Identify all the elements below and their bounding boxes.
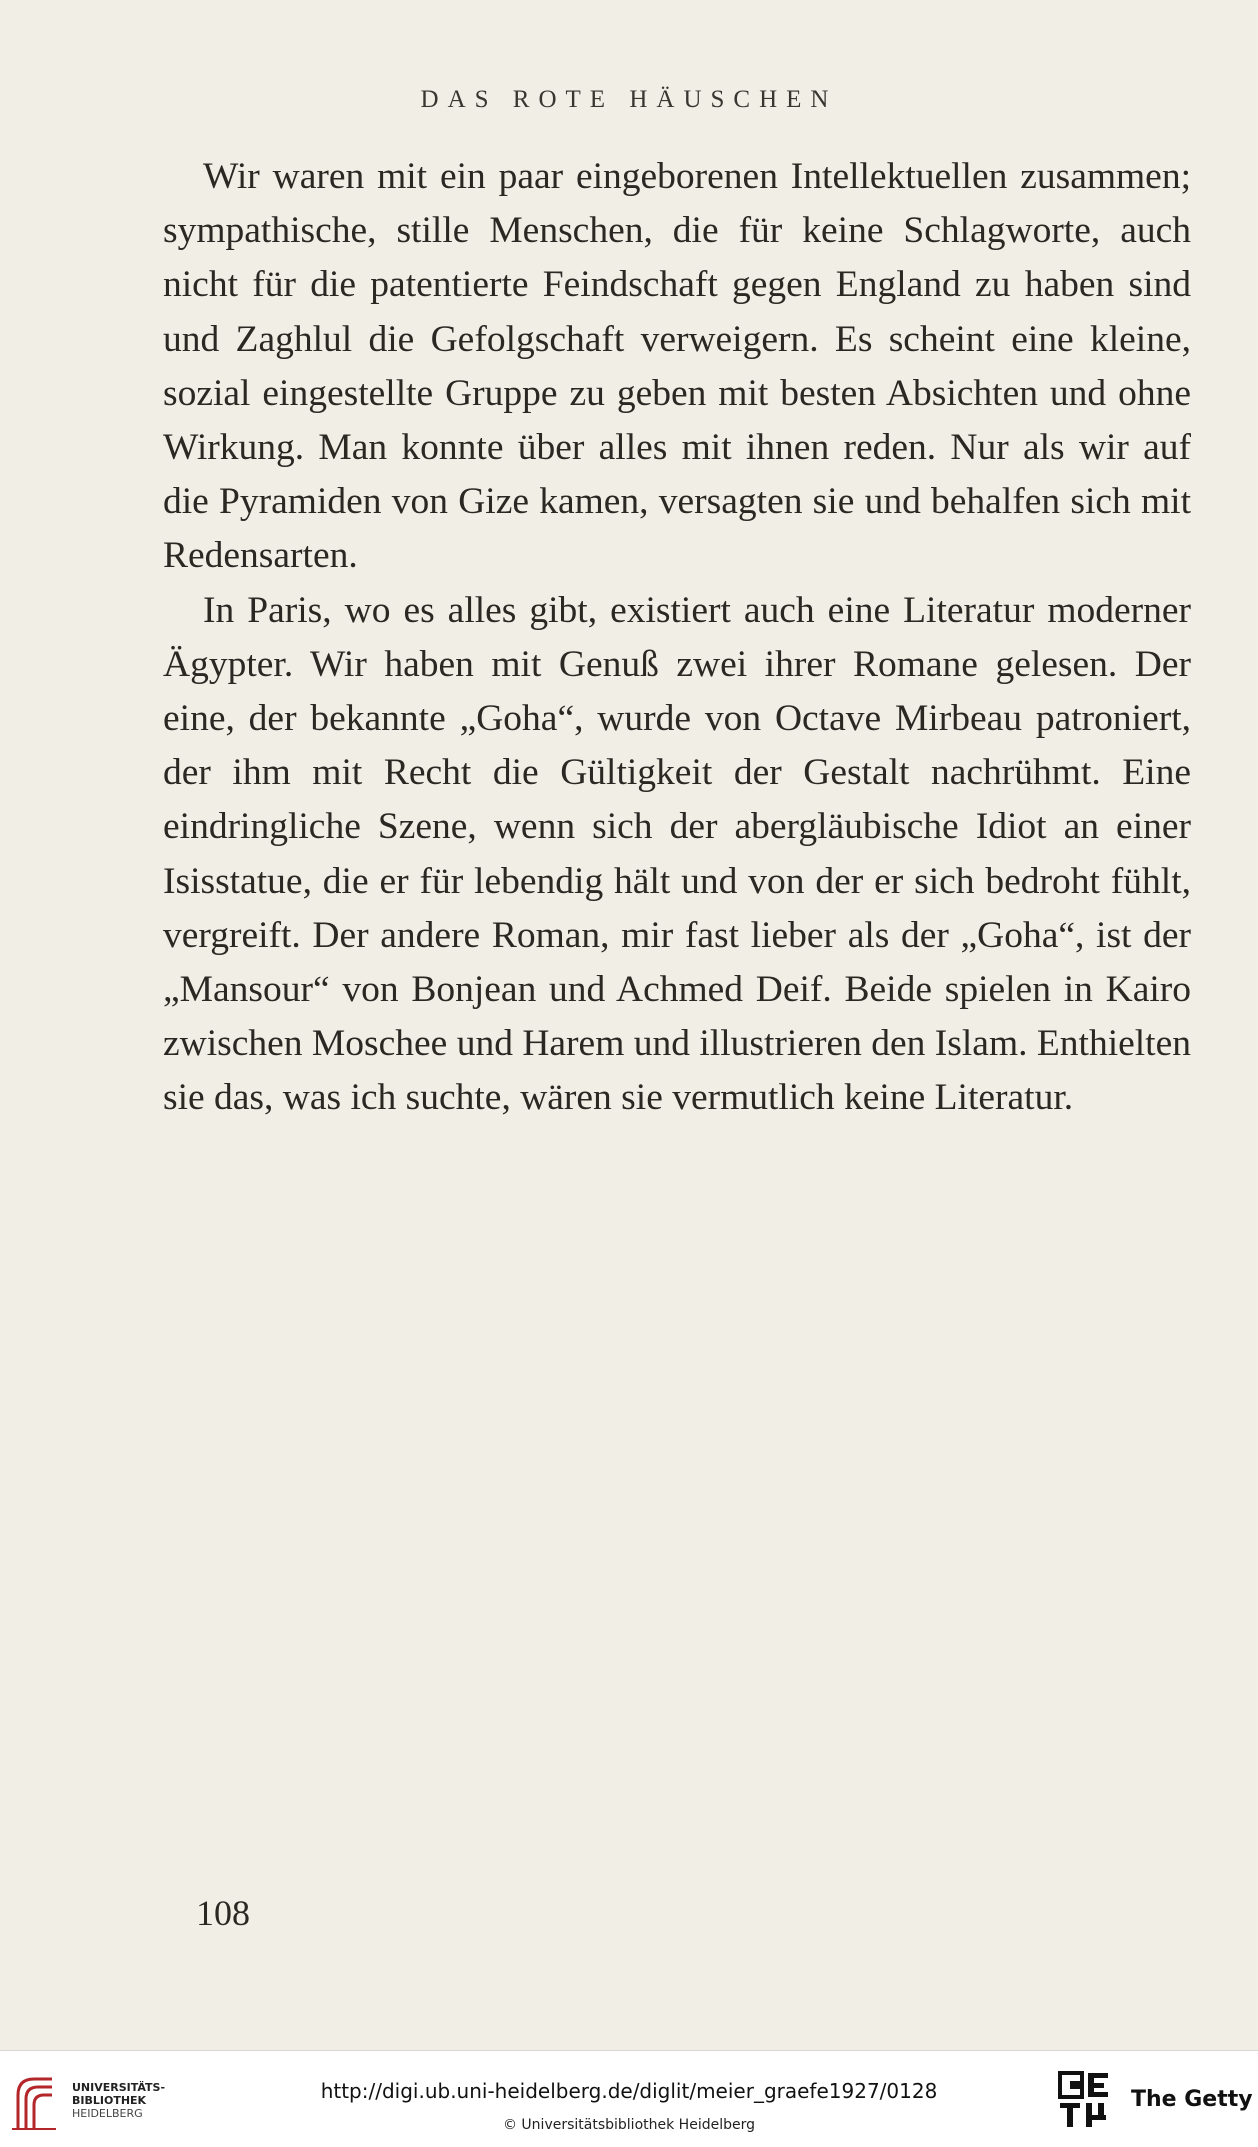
library-name-line3: HEIDELBERG xyxy=(72,2107,143,2120)
paragraph-1: Wir waren mit ein paar eingeborenen Intellektuellen zusammen; sympathische, stille Menschen, die für keine Schlagworte, auch nicht für die patentierte Feindschaft gegen England zu haben sind und Zaghlul die Gefolgschaft verweigern. Es scheint eine kleine, sozial eingestellte Gruppe zu geben mit besten Absichten und ohne Wirkung. Man konnte über alles mit ihnen reden. Nur als wir auf die Pyramiden von Gize kamen, versagten sie und behalfen sich mit Redensarten. xyxy=(163,156,1191,577)
getty-logo-icon[interactable] xyxy=(1058,2069,1112,2131)
viewer-footer xyxy=(0,2050,1258,2147)
copyright-notice: © Universitätsbibliothek Heidelberg xyxy=(502,2117,755,2133)
library-name-line1: UNIVERSITÄTS- xyxy=(72,2081,166,2094)
getty-label[interactable]: The Getty xyxy=(1131,2087,1253,2112)
running-head: DAS ROTE HÄUSCHEN xyxy=(420,86,838,113)
permalink-url[interactable]: http://digi.ub.uni-heidelberg.de/diglit/meier_graefe1927/0128 xyxy=(320,2079,938,2103)
body-text xyxy=(163,150,1191,1126)
page-number: 108 xyxy=(196,1893,250,1933)
library-name-line2: BIBLIOTHEK xyxy=(72,2094,147,2107)
paragraph-2: In Paris, wo es alles gibt, existiert auch eine Literatur moderner Ägypter. Wir haben mit Genuß zwei ihrer Romane gelesen. Der eine, der bekannte „Goha“, wurde von Octave Mirbeau patroniert, der ihm mit Recht die Gültigkeit der Gestalt nachrühmt. Eine eindringliche Szene, wenn sich der abergläubische Idiot an einer Isisstatue, die er für lebendig hält und von der er sich bedroht fühlt, vergreift. Der andere Roman, mir fast lieber als der „Goha“, ist der „Mansour“ von Bonjean und Achmed Deif. Beide spielen in Kairo zwischen Moschee und Harem und illustrieren den Islam. Enthielten sie das, was ich suchte, wären sie vermutlich keine Literatur. xyxy=(163,589,1191,1119)
